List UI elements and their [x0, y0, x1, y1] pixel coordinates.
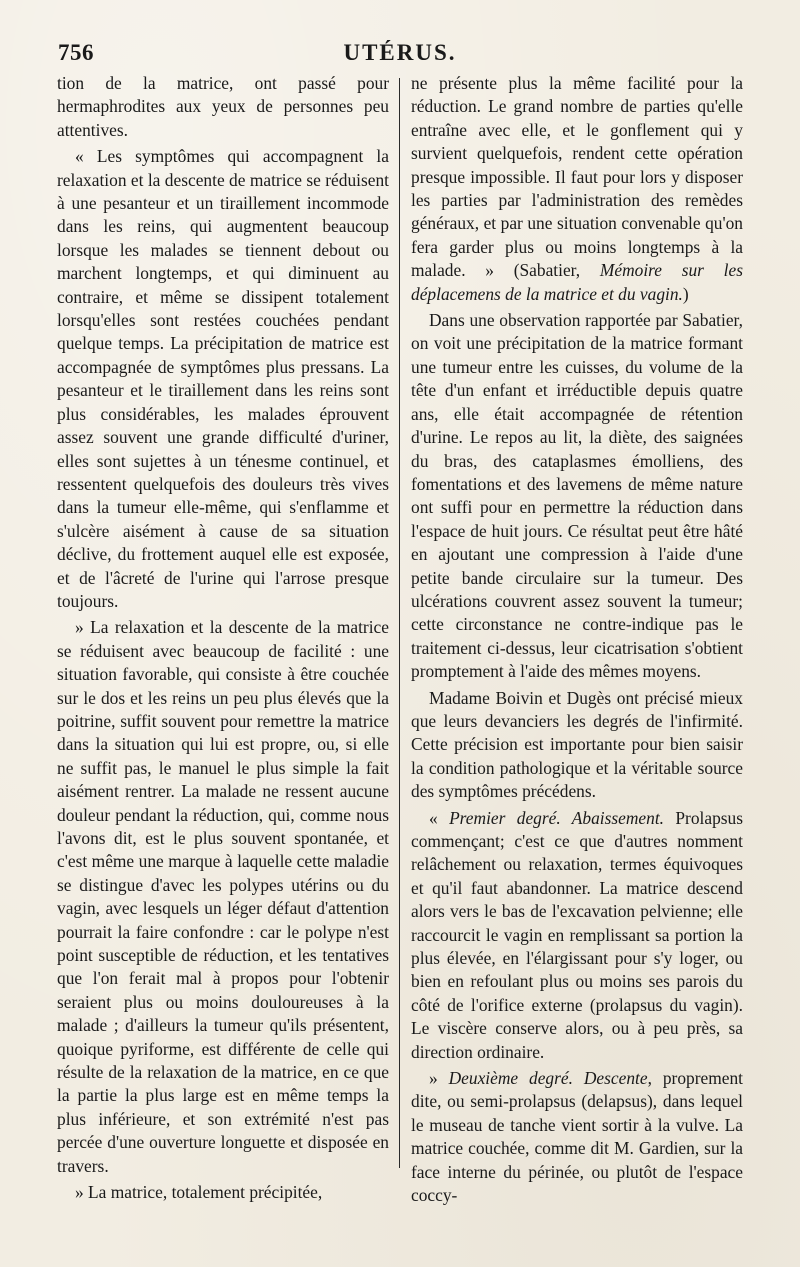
column-divider	[399, 78, 400, 1168]
right-column	[411, 72, 743, 1208]
paragraph-text: Prolapsus commençant; c'est ce que d'autres nomment relâchement ou relaxation, termes équivoques et qu'il faut abandonner. La matrice descend alors vers le bas de l'excavation pelvienne; elle raccourcit le vagin en remplissant sa portion la plus élevée, en l'élargissant pour s'y loger, ou bien en refoulant plus ou moins ses parois du côté de l'orifice externe (prolapsus du vagin). Le viscère conserve alors, ou à peu près, sa direction ordinaire.	[411, 807, 744, 1062]
paragraph: Madame Boivin et Dugès ont précisé mieux que leurs devanciers les degrés de l'infirmité. Cette précision est importante pour bien saisir la condition pathologique et la véritable source des symptômes précédens.	[411, 687, 743, 802]
paragraph: « Les symptômes qui accompagnent la relaxation et la descente de matrice se réduisent à une pesanteur et un tiraillement incommode dans les reins, qui augmentent beaucoup lorsque les malades se tiennent debout ou marchent longtemps, et qui diminuent au contraire, et même se dissipent totalement lorsqu'elles sont restées couchées pendant quelque temps. La précipitation de matrice est accompagnée de symptômes plus pressans. La pesanteur et le tiraillement dans les reins sont plus considérables, les malades éprouvent assez souvent une grande difficulté d'uriner, elles sont sujettes à un ténesme continuel, et ressentent quelquefois des douleurs très vives dans la tumeur elle-même, qui s'enflamme et s'ulcère aisément à cause de sa situation déclive, du frottement auquel elle est exposée, et de l'âcreté de l'urine qui l'arrose presque toujours.	[57, 146, 389, 611]
paragraph: Dans une observation rapportée par Sabatier, on voit une précipitation de la matrice formant une tumeur entre les cuisses, du volume de la tête d'un enfant et irréductible depuis quatre ans, elle était accompagnée de rétention d'urine. Le repos au lit, la diète, des saignées du bras, des cataplasmes émolliens, des fomentations et des lavemens de même nature ont suffi pour en permettre la réduction dans l'espace de huit jours. Ce résultat peut être hâté en ajoutant une compression à l'aide d'une petite bande circulaire sur la tumeur. Des ulcérations couvrent assez souvent la tumeur; cette circonstance ne contre-indique pas le traitement ci-dessus, leur cicatrisation s'obtient promptement à l'aide des mêmes moyens.	[411, 310, 743, 682]
paragraph: tion de la matrice, ont passé pour hermaphrodites aux yeux de personnes peu attentives.	[57, 73, 389, 140]
paragraph: » La matrice, totalement précipitée,	[75, 1182, 323, 1203]
paragraph	[411, 807, 743, 1064]
degree-heading: Premier degré. Abaissement.	[449, 807, 665, 828]
paragraph-text: )	[682, 283, 689, 304]
paragraph	[411, 72, 743, 306]
left-column	[57, 72, 389, 1205]
paragraph-text: , proprement dite, ou semi-prolapsus (delapsus), dans lequel le museau de tanche vient sortir à la vulve. La matrice couchée, comme dit M. Gardien, sur la face interne du périnée, ou plutôt de l'espace coccy-	[411, 1068, 743, 1206]
degree-heading: Deuxième degré. Descente	[448, 1068, 648, 1089]
paragraph-text: »	[429, 1068, 449, 1089]
running-title: UTÉRUS.	[343, 40, 457, 65]
running-head	[58, 40, 742, 70]
paragraph-text: «	[429, 807, 450, 828]
paragraph: » La relaxation et la descente de la matrice se réduisent avec beaucoup de facilité : une situation favorable, qui consiste à être couchée sur le dos et les reins un peu plus élevés que la poitrine, suffit souvent pour remettre la matrice dans la situation qui lui est propre, ou, si elle ne suffit pas, le manuel le plus simple la fait aisément rentrer. La malade ne ressent aucune douleur pendant la réduction, qui, comme nous l'avons dit, est le plus souvent spontanée, et c'est même une marque à laquelle cette maladie se distingue d'avec les polypes utérins ou du vagin, avec lesquels un léger défaut d'attention pourrait la faire confondre : car le polype n'est point susceptible de réduction, et les tentatives que l'on ferait mal à propos pour l'obtenir seraient plus ou moins douloureuses à la malade ; d'ailleurs la tumeur qu'ils présentent, quoique pyriforme, est différente de celle qui résulte de la relaxation de la matrice, en ce que la partie la plus large est en même temps la plus inférieure, et son extrémité n'est pas percée d'une ouverture longuette et disposée en travers.	[57, 617, 389, 1176]
paragraph-text: ne présente plus la même facilité pour la réduction. Le grand nombre de parties qu'elle entraîne avec elle, et le gonflement qui y survient quelquefois, rendent cette opération presque impossible. Il faut pour lors y disposer les parties par l'administration des remèdes généraux, et par une situation convenable qu'on fera garder plus ou moins longtemps à la malade. » (Sabatier,	[411, 73, 743, 281]
paragraph	[411, 1067, 743, 1207]
page-number: 756	[58, 40, 94, 65]
citation-title: Mémoire sur les déplacemens de la matrice et du vagin.	[411, 260, 743, 304]
